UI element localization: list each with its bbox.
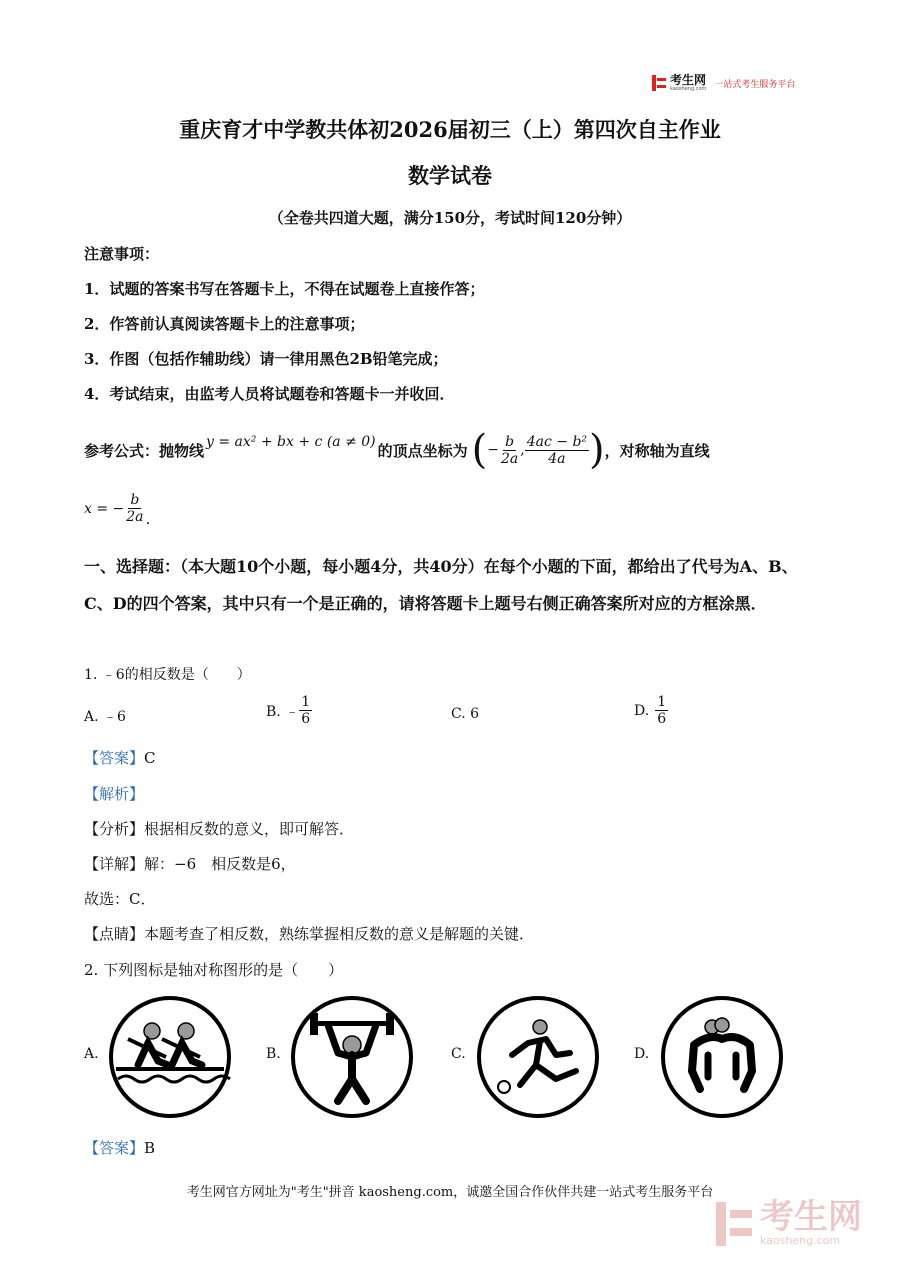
axis-period: .: [145, 509, 151, 528]
notice-heading: 注意事项：: [84, 245, 160, 263]
frac-num: 1: [301, 694, 311, 710]
logo-domain: kaosheng.com: [670, 86, 707, 92]
watermark-text-group: [760, 1197, 862, 1247]
vertex-x-den: 2a: [501, 450, 519, 467]
logo-text: [670, 74, 706, 92]
close-paren: ): [589, 427, 605, 473]
q1-option-d-fraction: [655, 694, 668, 727]
vertex-y-num: 4ac − b²: [526, 433, 588, 450]
open-paren: (: [471, 427, 488, 473]
vertex-minus: −: [487, 442, 499, 458]
axis-den: 2a: [126, 509, 144, 525]
q1-stem: 1. ﹣6的相反数是（ ）: [84, 667, 251, 683]
logo-slogan: 一站式考生服务平台: [714, 79, 796, 90]
q1-fenxi: [84, 818, 354, 839]
watermark-name: 考生网: [760, 1197, 862, 1237]
formula-axis-text: ，对称轴为直线: [604, 441, 710, 460]
reference-formula: [84, 420, 710, 480]
axis-fraction: [124, 492, 145, 525]
fenxi-text: 根据相反数的意义，即可解答．: [144, 820, 355, 838]
vertex-y-den: 4a: [548, 450, 566, 467]
notice-item: 2．作答前认真阅读答题卡上的注意事项；: [84, 315, 365, 333]
page-subtitle: 数学试卷: [408, 163, 492, 188]
logo-name: 考生网: [670, 73, 707, 87]
q1-xiangjie: [84, 853, 296, 874]
axis-x-eq: x = −: [84, 500, 125, 517]
q2-option-d-wrestling-icon: [660, 995, 784, 1119]
q1-option-b-prefix: B. ﹣: [266, 703, 300, 720]
q1-answer: [84, 747, 156, 768]
axis-num: b: [130, 492, 140, 508]
q2-option-a-rowing-icon: [108, 995, 232, 1119]
watermark-logo-icon: [716, 1202, 752, 1246]
q2-answer: [84, 1137, 155, 1158]
q1-dianjing: [84, 923, 534, 944]
answer-value: B: [144, 1139, 156, 1157]
page-title: 重庆育才中学教共体初2026届初三（上）第四次自主作业: [179, 117, 721, 142]
formula-equation: y = ax² + bx + c (a ≠ 0): [206, 434, 376, 450]
q2-option-c-soccer-icon: [476, 995, 600, 1119]
watermark-domain: kaosheng.com: [760, 1234, 841, 1247]
axis-formula: [84, 492, 151, 528]
q2-stem: 2. 下列图标是轴对称图形的是（ ）: [84, 961, 344, 979]
frac-den: 6: [301, 711, 311, 727]
section-1-heading: 一、选择题：（本大题10个小题，每小题4分，共40分）在每个小题的下面，都给出了代号为A、B、C、D的四个答案，其中只有一个是正确的，请将答题卡上题号右侧正确答案所对应的方框涂黑．: [84, 557, 798, 613]
frac-num: 1: [657, 694, 667, 710]
notice-item: 3．作图（包括作辅助线）请一律用黑色2B铅笔完成；: [84, 350, 448, 368]
xiangjie-text: 解：−6 相反数是6，: [144, 855, 296, 873]
xiangjie-tag: 【详解】: [84, 855, 145, 873]
q1-option-b-fraction: [299, 694, 312, 727]
answer-tag: 【答案】: [84, 1139, 145, 1157]
exam-info: （全卷共四道大题，满分150分，考试时间120分钟）: [268, 209, 632, 227]
q1-option-d-prefix: D.: [634, 702, 650, 719]
answer-tag: 【答案】: [84, 749, 145, 767]
formula-label: 参考公式：抛物线: [84, 441, 205, 460]
answer-value: C: [144, 749, 156, 767]
q2-option-a-label: A.: [84, 1046, 99, 1062]
logo-icon: [652, 75, 666, 91]
vertex-y-fraction: [525, 434, 589, 467]
q2-option-c-label: C.: [451, 1046, 466, 1062]
q1-option-d: [634, 694, 668, 727]
notice-item: 4．考试结束，由监考人员将试题卷和答题卡一并收回．: [84, 385, 455, 403]
q2-option-b-label: B.: [266, 1046, 281, 1062]
q1-option-c: C. 6: [451, 706, 480, 722]
q2-option-b-weightlifting-icon: [290, 995, 414, 1119]
fenxi-tag: 【分析】: [84, 820, 145, 838]
q1-option-b: [266, 694, 312, 727]
frac-den: 6: [657, 711, 667, 727]
header-logo: [652, 74, 795, 92]
notice-item: 1．试题的答案书写在答题卡上，不得在试题卷上直接作答；: [84, 280, 485, 298]
page-footer: 考生网官方网址为"考生"拼音 kaosheng.com，诚邀全国合作伙伴共建一站式考生服务平台: [186, 1185, 714, 1200]
q1-option-a: A. ﹣6: [84, 709, 126, 725]
watermark: [716, 1197, 862, 1247]
q1-guxuan: 故选：C．: [84, 890, 156, 908]
vertex-x-num: b: [505, 433, 515, 450]
dianjing-tag: 【点睛】: [84, 925, 145, 943]
formula-vertex-text: 的顶点坐标为: [377, 441, 468, 460]
dianjing-text: 本题考查了相反数，熟练掌握相反数的意义是解题的关键．: [144, 925, 535, 943]
q1-analysis-tag: 【解析】: [84, 785, 145, 803]
comma: ,: [520, 442, 525, 458]
q2-option-d-label: D.: [634, 1046, 650, 1062]
vertex-x-fraction: [499, 434, 520, 467]
